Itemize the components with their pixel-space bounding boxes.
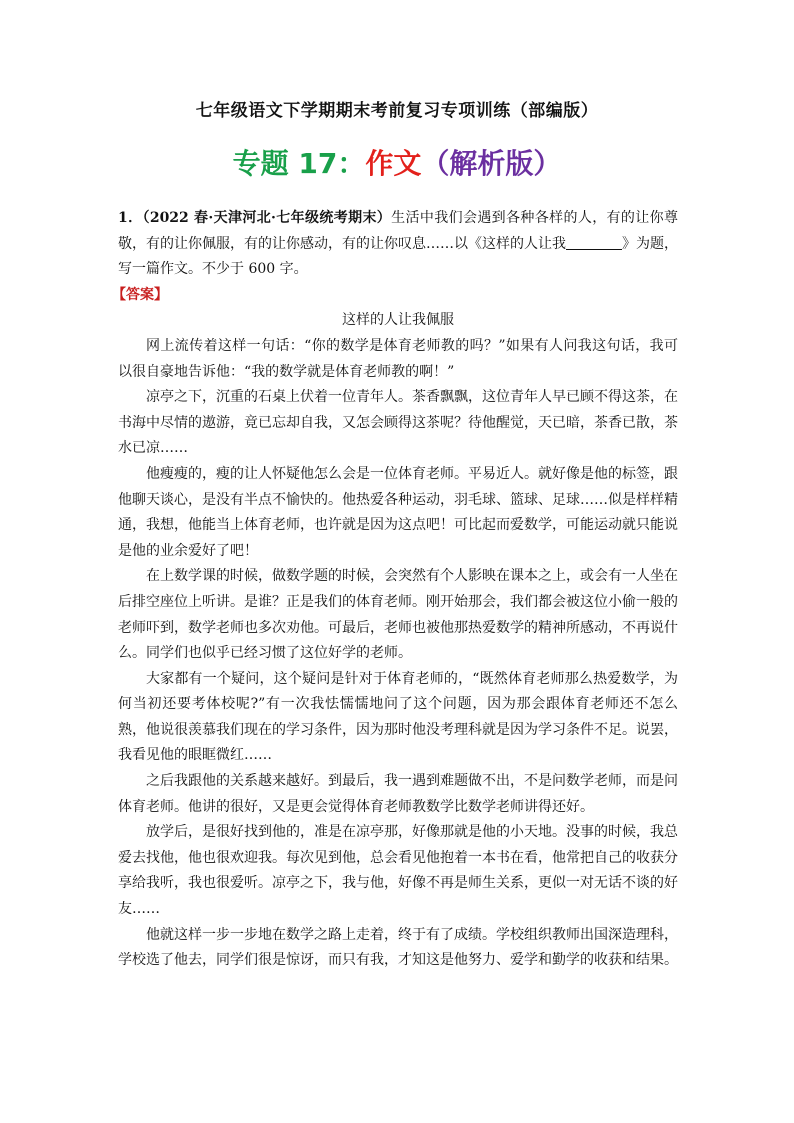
header-title: 七年级语文下学期期末考前复习专项训练（部编版） [195, 101, 599, 121]
main-title-edition: （解析版） [421, 147, 562, 180]
main-title-topic: 专题 17： [232, 147, 366, 180]
essay-paragraph: 放学后，是很好找到他的，准是在凉亭那，好像那就是他的小天地。没事的时候，我总爱去找他，他也很欢迎我。每次见到他，总会看见他抱着一本书在看，他常把自己的收获分享给我听，我也很爱听。凉亭之下，我与他，好像不再是师生关系，更似一对无话不谈的好友…… [118, 824, 678, 918]
essay-paragraph: 凉亭之下，沉重的石桌上伏着一位青年人。茶香飘飘，这位青年人早已顾不得这茶，在书海中尽情的遨游，竟已忘却自我，又怎会顾得这茶呢？待他醒觉，天已暗，茶香已散，茶水已凉…… [118, 389, 678, 457]
main-title [0, 142, 794, 182]
question-source: （2022 春·天津河北·七年级统考期末） [142, 210, 392, 226]
essay-title: 这样的人让我佩服 [342, 312, 454, 329]
main-title-subject: 作文 [365, 147, 422, 180]
essay-paragraph: 他就这样一步一步地在数学之路上走着，终于有了成绩。学校组织教师出国深造理科，学校选了他去，同学们很是惊讶，而只有我，才知这是他努力、爱学和勤学的收获和结果。 [118, 926, 678, 969]
essay-paragraph: 网上流传着这样一句话：“你的数学是体育老师教的吗？”如果有人问我这句话，我可以很自豪地告诉他：“我的数学就是体育老师教的啊！” [118, 337, 678, 380]
essay-paragraph: 在上数学课的时候，做数学题的时候，会突然有个人影映在课本之上，或会有一人坐在后排空座位上听讲。是谁？正是我们的体育老师。刚开始那会，我们都会被这位小偷一般的老师吓到，数学老师也多次劝他。可最后，老师也被他那热爱数学的精神所感动，不再说什么。同学们也似乎已经习惯了这位好学的老师。 [118, 568, 678, 662]
answer-label-line [112, 283, 678, 309]
question [118, 206, 678, 283]
question-blank [566, 235, 622, 250]
question-text-after: 》为题，写一篇作文。不少于 600 字。 [118, 235, 678, 278]
content-body [112, 206, 678, 974]
answer-label: 【答案】 [112, 286, 168, 303]
question-text-before: 生活中我们会遇到各种各样的人，有的让你尊敬，有的让你佩服，有的让你感动，有的让你叹息……以《这样的人让我 [118, 210, 678, 252]
essay-paragraph: 大家都有一个疑问，这个疑问是针对于体育老师的，“既然体育老师那么热爱数学，为何当初还要考体校呢?”有一次我怯懦懦地问了这个问题，因为那会跟体育老师还不怎么熟，他说很羡慕我们现在的学习条件，因为那时他没考理科就是因为学习条件不足。说罢，我看见他的眼眶微红…… [118, 670, 678, 764]
essay-paragraph: 他瘦瘦的，瘦的让人怀疑他怎么会是一位体育老师。平易近人。就好像是他的标签，跟他聊天谈心，是没有半点不愉快的。他热爱各种运动，羽毛球、篮球、足球……似是样样精通，我想，他能当上体育老师，也许就是因为这点吧！可比起而爱数学，可能运动就只能说是他的业余爱好了吧！ [118, 465, 678, 559]
essay-paragraph: 之后我跟他的关系越来越好。到最后，我一遇到难题做不出，不是问数学老师，而是问体育老师。他讲的很好，又是更会觉得体育老师教数学比数学老师讲得还好。 [118, 773, 678, 815]
question-number: 1． [118, 210, 143, 226]
